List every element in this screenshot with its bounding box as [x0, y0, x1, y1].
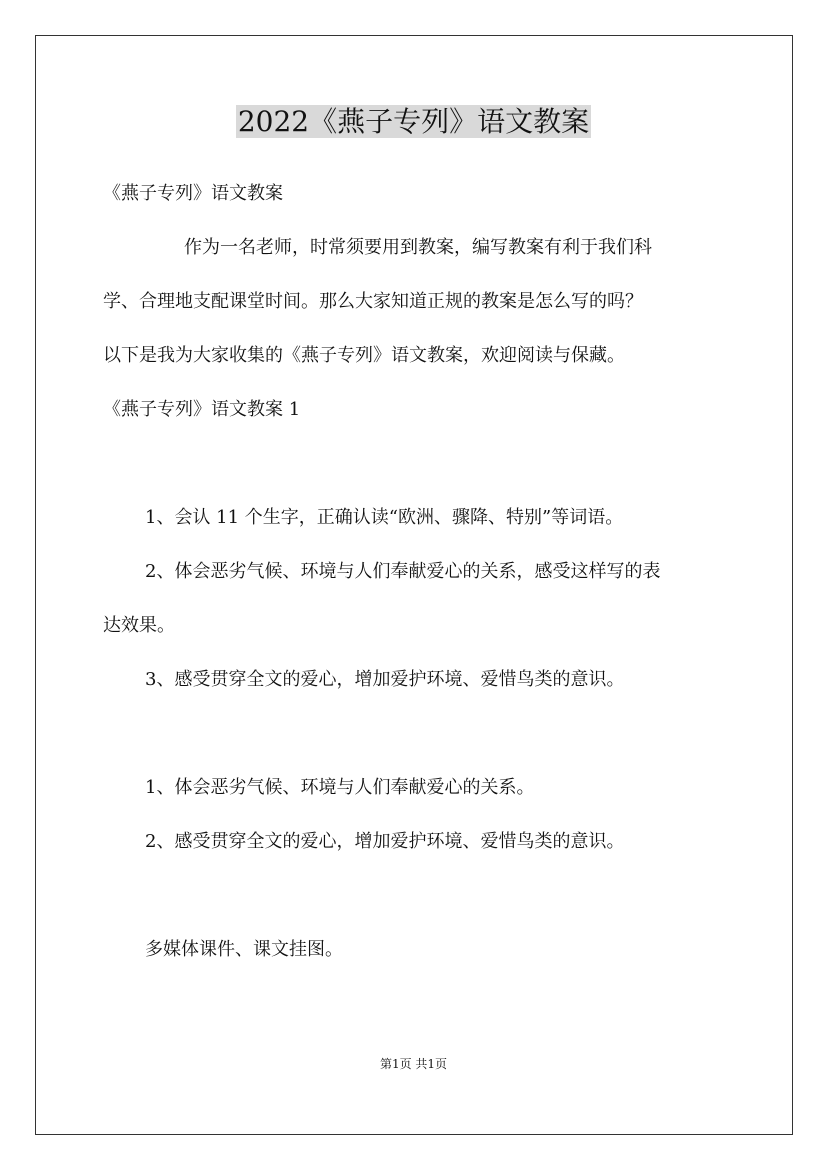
key-point-item-2: 2、感受贯穿全文的爱心，增加爱护环境、爱惜鸟类的意识。	[145, 831, 625, 852]
section-heading: 《燕子专列》语文教案 1	[103, 399, 301, 420]
key-point-item-1: 1、体会恶劣气候、环境与人们奉献爱心的关系。	[145, 777, 535, 798]
objective-item-2-line-2: 达效果。	[103, 615, 175, 636]
intro-line-1: 作为一名老师，时常须要用到教案，编写教案有利于我们科	[184, 237, 652, 258]
intro-line-3: 以下是我为大家收集的《燕子专列》语文教案，欢迎阅读与保藏。	[103, 345, 625, 366]
objective-item-2-line-1: 2、体会恶劣气候、环境与人们奉献爱心的关系，感受这样写的表	[145, 561, 661, 582]
objective-item-3: 3、感受贯穿全文的爱心，增加爱护环境、爱惜鸟类的意识。	[145, 669, 625, 690]
page-footer: 第1页 共1页	[379, 1057, 448, 1071]
intro-line-2: 学、合理地支配课堂时间。那么大家知道正规的教案是怎么写的吗？	[103, 291, 643, 312]
document-title-text: 2022《燕子专列》语文教案	[237, 105, 590, 138]
document-title	[0, 100, 827, 144]
objective-item-1: 1、会认 11 个生字，正确认读“欧洲、骤降、特别”等词语。	[145, 507, 624, 528]
materials-line: 多媒体课件、课文挂图。	[145, 939, 343, 960]
subtitle: 《燕子专列》语文教案	[103, 183, 283, 204]
